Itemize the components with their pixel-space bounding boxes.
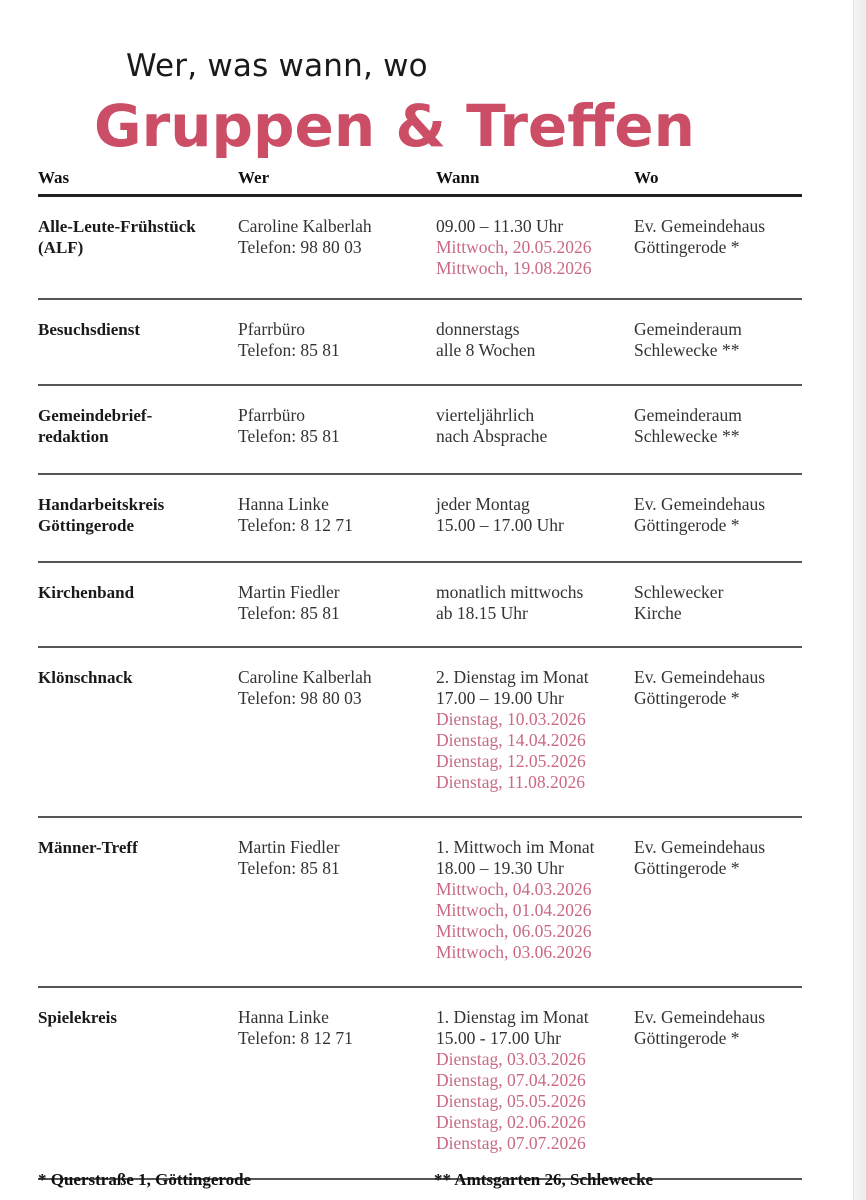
event-date: Mittwoch, 01.04.2026 [436, 900, 592, 920]
location-line: Schlewecke ** [634, 340, 740, 360]
group-name-line: Besuchsdienst [38, 320, 141, 339]
location-line: Gemeinderaum [634, 405, 742, 425]
table-row [38, 197, 802, 300]
schedule-line: monatlich mittwochs [436, 582, 584, 602]
location-line: Göttingerode * [634, 688, 740, 708]
cell-schedule [436, 405, 634, 473]
contact-line: Telefon: 98 80 03 [238, 688, 362, 708]
group-name-line: Göttingerode [38, 516, 135, 535]
location-line: Gemeinderaum [634, 319, 742, 339]
location-line: Göttingerode * [634, 515, 740, 535]
group-name-line: Gemeindebrief- [38, 406, 153, 425]
cell-location [634, 216, 802, 298]
cell-group-name [38, 494, 238, 561]
table-row [38, 300, 802, 386]
cell-group-name [38, 216, 238, 298]
schedule-line: 1. Dienstag im Monat [436, 1007, 589, 1027]
location-line: Göttingerode * [634, 858, 740, 878]
schedule-line: 15.00 – 17.00 Uhr [436, 515, 564, 535]
table-row [38, 386, 802, 475]
location-line: Göttingerode * [634, 1028, 740, 1048]
table-body [38, 197, 802, 1180]
cell-schedule [436, 582, 634, 646]
cell-contact [238, 1007, 436, 1178]
event-date: Dienstag, 11.08.2026 [436, 772, 586, 792]
group-name-line: Männer-Treff [38, 838, 138, 857]
location-line: Schlewecke ** [634, 426, 740, 446]
schedule-line: nach Absprache [436, 426, 548, 446]
schedule-line: 2. Dienstag im Monat [436, 667, 589, 687]
column-header-wo: Wo [634, 168, 659, 187]
contact-line: Telefon: 85 81 [238, 340, 340, 360]
cell-location [634, 837, 802, 986]
event-date: Dienstag, 07.04.2026 [436, 1070, 586, 1090]
table-row [38, 648, 802, 818]
cell-location [634, 667, 802, 816]
cell-location [634, 319, 802, 384]
page-edge [853, 0, 866, 1200]
location-line: Kirche [634, 603, 682, 623]
cell-group-name [38, 667, 238, 816]
group-name-line: Kirchenband [38, 583, 135, 602]
cell-contact [238, 216, 436, 298]
cell-group-name [38, 405, 238, 473]
group-name-line: Spielekreis [38, 1008, 118, 1027]
schedule-line: ab 18.15 Uhr [436, 603, 528, 623]
location-line: Ev. Gemeindehaus [634, 494, 766, 514]
cell-contact [238, 582, 436, 646]
schedule-line: 17.00 – 19.00 Uhr [436, 688, 564, 708]
cell-contact [238, 667, 436, 816]
event-date: Mittwoch, 20.05.2026 [436, 237, 592, 257]
groups-table [38, 162, 802, 1180]
contact-line: Martin Fiedler [238, 837, 340, 857]
cell-schedule [436, 319, 634, 384]
schedule-line: 15.00 - 17.00 Uhr [436, 1028, 561, 1048]
cell-group-name [38, 582, 238, 646]
cell-contact [238, 837, 436, 986]
column-header-wann: Wann [436, 168, 480, 187]
cell-group-name [38, 319, 238, 384]
cell-schedule [436, 216, 634, 298]
event-date: Dienstag, 12.05.2026 [436, 751, 586, 771]
schedule-line: 09.00 – 11.30 Uhr [436, 216, 564, 236]
cell-location [634, 405, 802, 473]
event-date: Dienstag, 07.07.2026 [436, 1133, 586, 1153]
contact-line: Pfarrbüro [238, 405, 306, 425]
location-line: Schlewecker [634, 582, 724, 602]
schedule-line: donnerstags [436, 319, 520, 339]
table-row [38, 475, 802, 563]
location-line: Ev. Gemeindehaus [634, 667, 766, 687]
contact-line: Martin Fiedler [238, 582, 340, 602]
column-header-wer: Wer [238, 168, 270, 187]
group-name-line: redaktion [38, 427, 109, 446]
event-date: Mittwoch, 04.03.2026 [436, 879, 592, 899]
schedule-line: vierteljährlich [436, 405, 535, 425]
column-header-was: Was [38, 168, 70, 187]
cell-group-name [38, 1007, 238, 1178]
schedule-line: jeder Montag [436, 494, 530, 514]
location-line: Ev. Gemeindehaus [634, 1007, 766, 1027]
footnote-querstrasse: * Querstraße 1, Göttingerode [38, 1170, 252, 1189]
cell-contact [238, 494, 436, 561]
contact-line: Telefon: 85 81 [238, 858, 340, 878]
cell-schedule [436, 667, 634, 816]
cell-contact [238, 319, 436, 384]
event-date: Mittwoch, 03.06.2026 [436, 942, 592, 962]
table-header [38, 162, 802, 197]
schedule-line: alle 8 Wochen [436, 340, 536, 360]
page-subtitle: Wer, was wann, wo [126, 48, 428, 84]
cell-schedule [436, 1007, 634, 1178]
footer-notes [38, 1170, 802, 1190]
cell-schedule [436, 837, 634, 986]
schedule-line: 1. Mittwoch im Monat [436, 837, 595, 857]
schedule-line: 18.00 – 19.30 Uhr [436, 858, 564, 878]
cell-location [634, 494, 802, 561]
event-date: Dienstag, 03.03.2026 [436, 1049, 586, 1069]
event-date: Dienstag, 10.03.2026 [436, 709, 586, 729]
cell-schedule [436, 494, 634, 561]
page-title: Gruppen & Treffen [94, 92, 695, 160]
contact-line: Telefon: 8 12 71 [238, 515, 353, 535]
contact-line: Hanna Linke [238, 1007, 329, 1027]
contact-line: Telefon: 98 80 03 [238, 237, 362, 257]
group-name-line: Handarbeitskreis [38, 495, 165, 514]
cell-location [634, 582, 802, 646]
event-date: Mittwoch, 19.08.2026 [436, 258, 592, 278]
cell-contact [238, 405, 436, 473]
group-name-line: (ALF) [38, 238, 84, 257]
contact-line: Caroline Kalberlah [238, 216, 372, 236]
table-row [38, 988, 802, 1180]
group-name-line: Alle-Leute-Frühstück [38, 217, 196, 236]
contact-line: Hanna Linke [238, 494, 329, 514]
contact-line: Pfarrbüro [238, 319, 306, 339]
event-date: Dienstag, 05.05.2026 [436, 1091, 586, 1111]
event-date: Dienstag, 14.04.2026 [436, 730, 586, 750]
contact-line: Telefon: 85 81 [238, 603, 340, 623]
event-date: Mittwoch, 06.05.2026 [436, 921, 592, 941]
event-date: Dienstag, 02.06.2026 [436, 1112, 586, 1132]
location-line: Ev. Gemeindehaus [634, 837, 766, 857]
cell-group-name [38, 837, 238, 986]
contact-line: Telefon: 8 12 71 [238, 1028, 353, 1048]
location-line: Göttingerode * [634, 237, 740, 257]
location-line: Ev. Gemeindehaus [634, 216, 766, 236]
footnote-amtsgarten: ** Amtsgarten 26, Schlewecke [434, 1170, 654, 1189]
contact-line: Caroline Kalberlah [238, 667, 372, 687]
cell-location [634, 1007, 802, 1178]
contact-line: Telefon: 85 81 [238, 426, 340, 446]
table-row [38, 818, 802, 988]
group-name-line: Klönschnack [38, 668, 133, 687]
table-row [38, 563, 802, 648]
